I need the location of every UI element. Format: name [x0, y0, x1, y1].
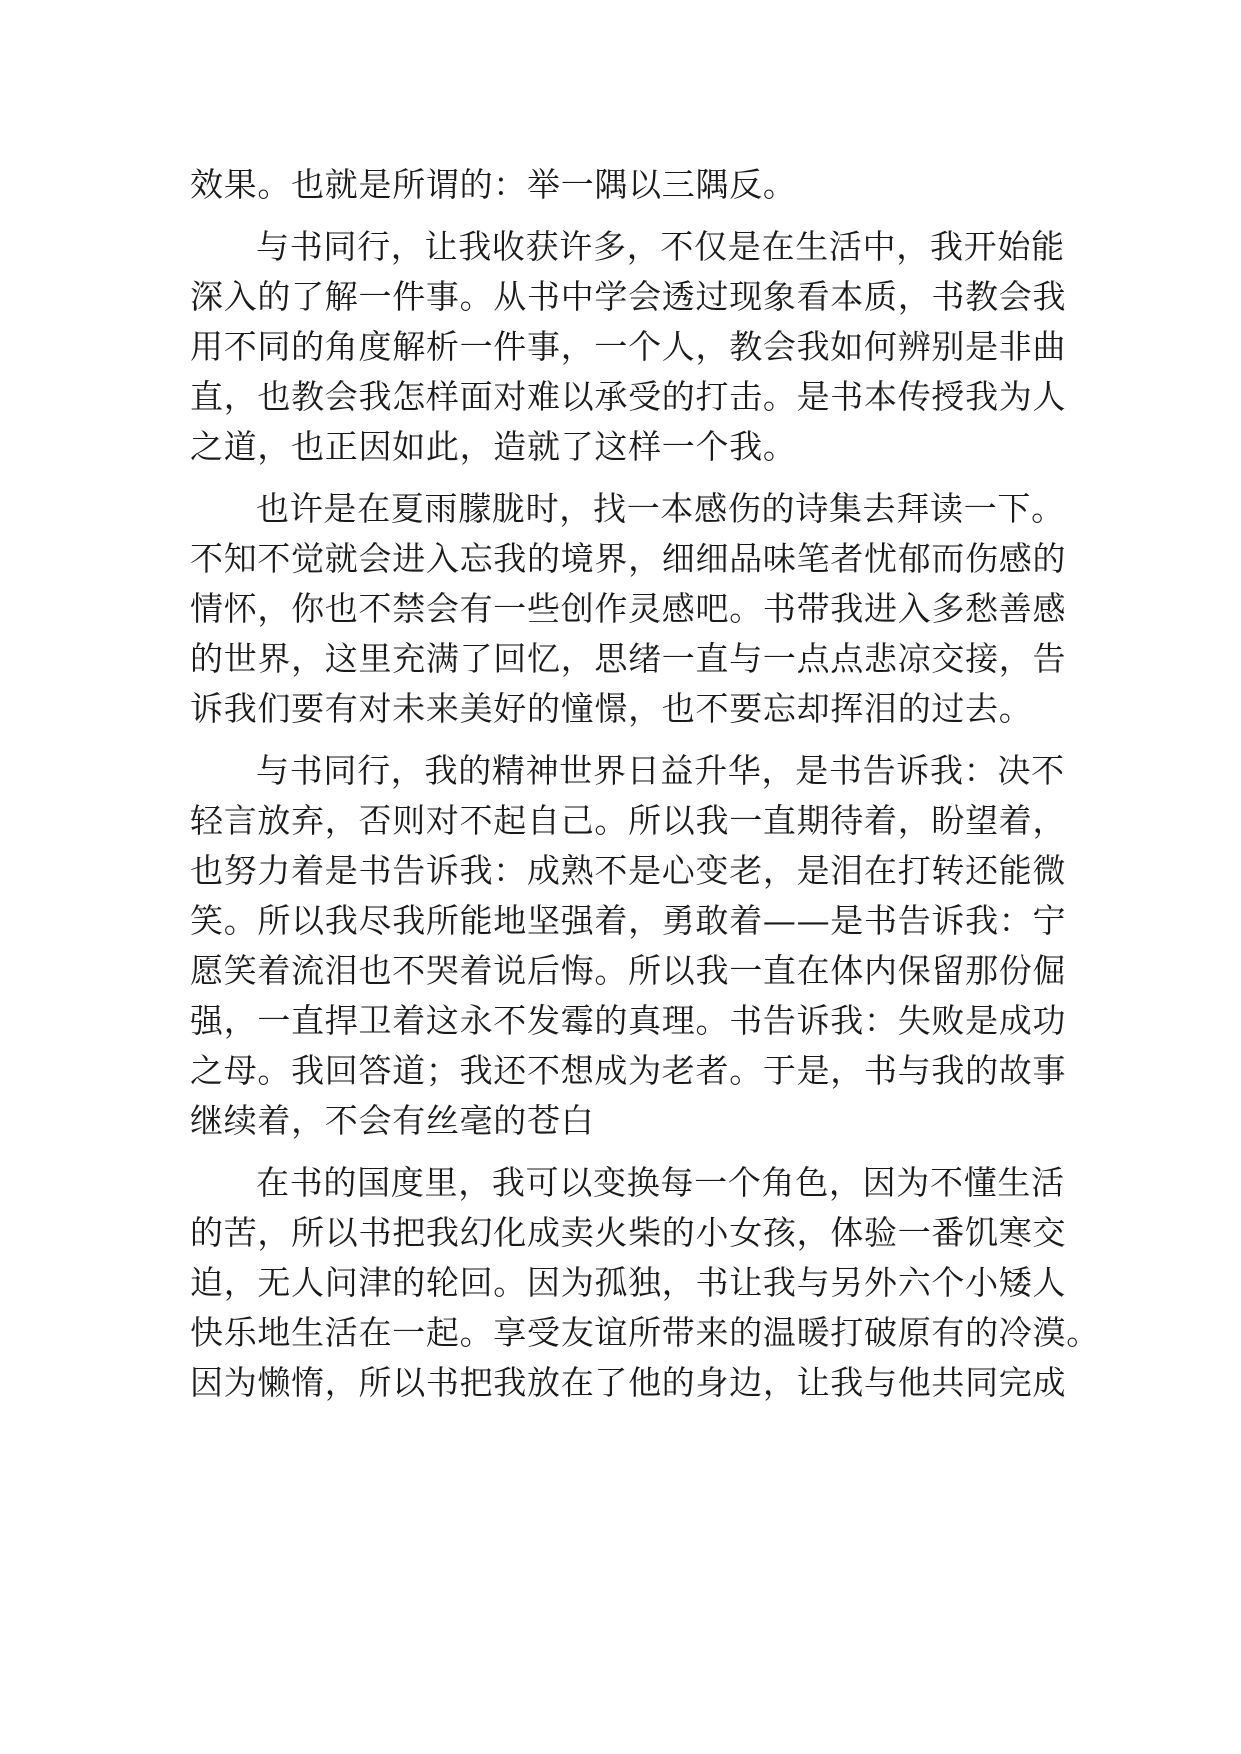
- text-line: 迫，无人问津的轮回。因为孤独，书让我与另外六个小矮人: [190, 1263, 1067, 1302]
- text-line: 也努力着是书告诉我：成熟不是心变老，是泪在打转还能微: [190, 851, 1067, 890]
- text-line: 之道，也正因如此，造就了这样一个我。: [190, 427, 797, 466]
- text-line: 直，也教会我怎样面对难以承受的打击。是书本传授我为人: [190, 377, 1067, 416]
- text-line: 效果。也就是所谓的：举一隅以三隅反。: [190, 165, 797, 204]
- text-line: 轻言放弃，否则对不起自己。所以我一直期待着，盼望着，: [190, 801, 1067, 840]
- text-line: 不知不觉就会进入忘我的境界，细细品味笔者忧郁而伤感的: [190, 539, 1067, 578]
- essay-body: [190, 160, 1100, 1408]
- text-line: 因为懒惰，所以书把我放在了他的身边，让我与他共同完成: [190, 1363, 1067, 1402]
- paragraph-first-line: 与书同行，让我收获许多，不仅是在生活中，我开始能: [256, 227, 1065, 266]
- paragraph-first-line: 在书的国度里，我可以变换每一个角色，因为不懂生活: [256, 1163, 1065, 1202]
- text-line: 用不同的角度解析一件事，一个人，教会我如何辨别是非曲: [190, 327, 1067, 366]
- text-line: 诉我们要有对未来美好的憧憬，也不要忘却挥泪的过去。: [190, 689, 1033, 728]
- text-line: 继续着，不会有丝毫的苍白: [190, 1101, 595, 1140]
- text-line: 笑。所以我尽我所能地坚强着，勇敢着——是书告诉我：宁: [190, 901, 1067, 940]
- text-line: 情怀，你也不禁会有一些创作灵感吧。书带我进入多愁善感: [190, 589, 1067, 628]
- text-line: 的苦，所以书把我幻化成卖火柴的小女孩，体验一番饥寒交: [190, 1213, 1067, 1252]
- text-line: 愿笑着流泪也不哭着说后悔。所以我一直在体内保留那份倔: [190, 951, 1067, 990]
- paragraph-first-line: 与书同行，我的精神世界日益升华，是书告诉我：决不: [256, 751, 1065, 790]
- text-line: 的世界，这里充满了回忆，思绪一直与一点点悲凉交接，告: [190, 639, 1067, 678]
- text-line: 快乐地生活在一起。享受友谊所带来的温暖打破原有的冷漠。: [190, 1313, 1100, 1352]
- text-line: 强，一直捍卫着这永不发霉的真理。书告诉我：失败是成功: [190, 1001, 1067, 1040]
- paragraph-first-line: 也许是在夏雨朦胧时，找一本感伤的诗集去拜读一下。: [256, 489, 1065, 528]
- text-line: 深入的了解一件事。从书中学会透过现象看本质，书教会我: [190, 277, 1067, 316]
- text-line: 之母。我回答道；我还不想成为老者。于是，书与我的故事: [190, 1051, 1067, 1090]
